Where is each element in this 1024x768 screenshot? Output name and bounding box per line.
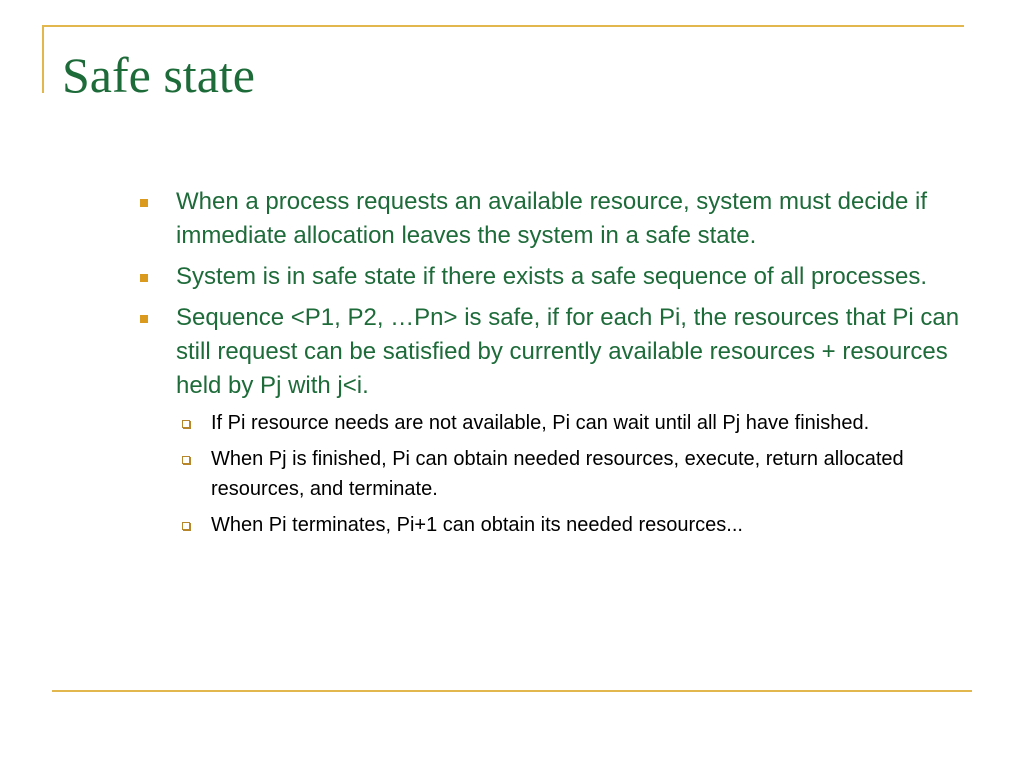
bullet-item xyxy=(136,185,966,253)
bullet-text: System is in safe state if there exists a safe sequence of all processes. xyxy=(176,263,928,290)
sub-bullet-list xyxy=(176,408,966,540)
top-rule-divider xyxy=(42,25,964,27)
filled-square-bullet-icon xyxy=(140,274,148,282)
left-rule-divider xyxy=(42,25,44,93)
hollow-square-bullet-icon xyxy=(182,420,190,428)
hollow-square-bullet-icon xyxy=(182,522,190,530)
bullet-item xyxy=(136,301,966,540)
bullet-text: When a process requests an available resource, system must decide if immediate allocation leaves the system in a safe state. xyxy=(176,188,928,249)
sub-bullet-text: When Pj is finished, Pi can obtain needed resources, execute, return allocated resources, and terminate. xyxy=(211,448,904,500)
slide-title: Safe state xyxy=(62,47,255,103)
bullet-list xyxy=(136,185,966,540)
bottom-rule-divider xyxy=(52,690,972,692)
sub-bullet-item xyxy=(176,510,966,540)
hollow-square-bullet-icon xyxy=(182,456,190,464)
bullet-text: Sequence <P1, P2, …Pn> is safe, if for each Pi, the resources that Pi can still request can be satisfied by currently available resources + resources held by Pj with j<i. xyxy=(176,304,960,399)
filled-square-bullet-icon xyxy=(140,199,148,207)
sub-bullet-item xyxy=(176,444,966,504)
slide-content xyxy=(136,185,966,547)
filled-square-bullet-icon xyxy=(140,315,148,323)
sub-bullet-text: If Pi resource needs are not available, Pi can wait until all Pj have finished. xyxy=(211,412,870,434)
sub-bullet-item xyxy=(176,408,966,438)
bullet-item xyxy=(136,260,966,294)
sub-bullet-text: When Pi terminates, Pi+1 can obtain its needed resources... xyxy=(211,514,743,536)
